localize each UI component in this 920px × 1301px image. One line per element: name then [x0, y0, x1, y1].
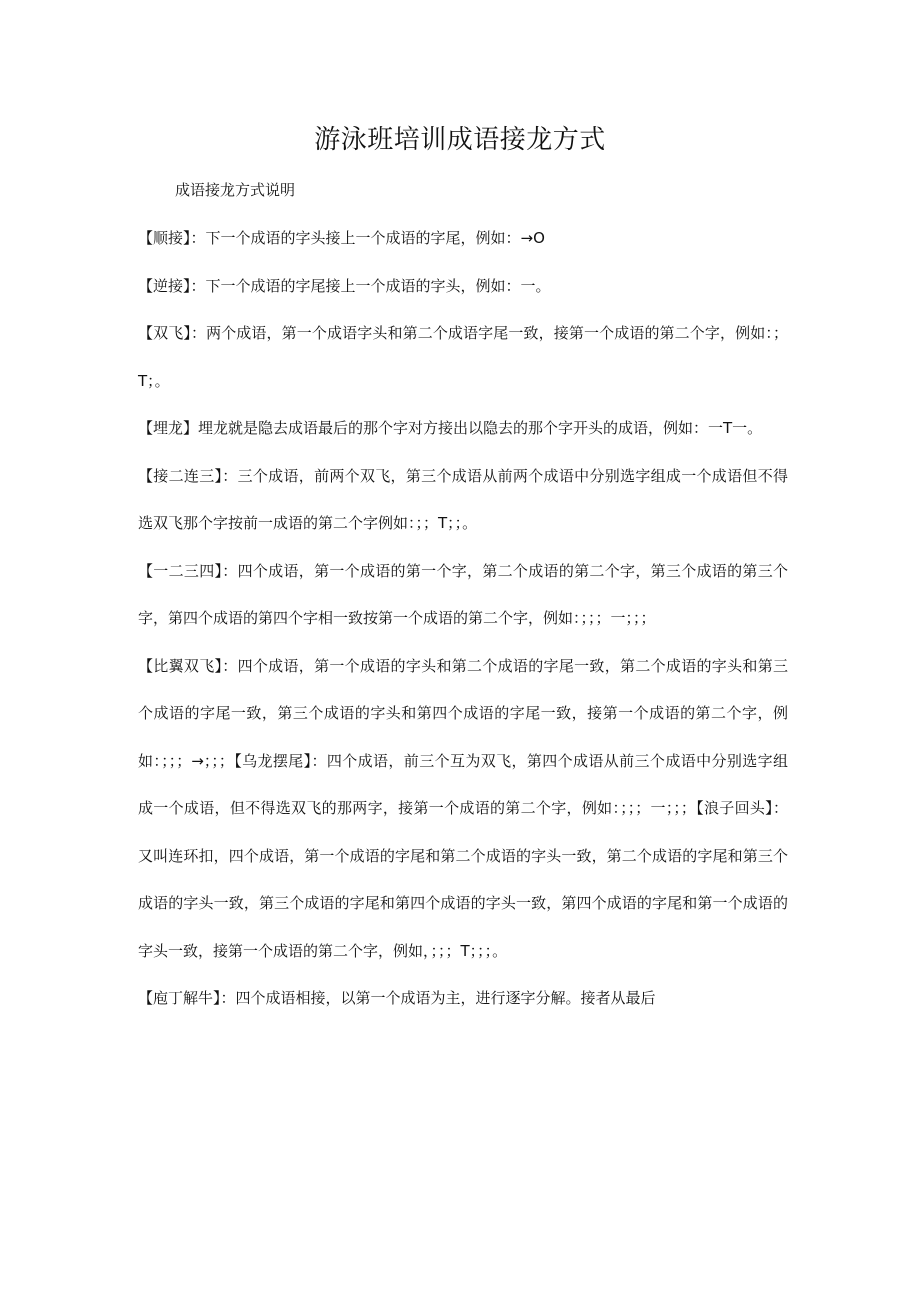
paragraph-shuangfei: 【双飞】：两个成语，第一个成语字头和第二个成语字尾一致，接第一个成语的第二个字，例如：；T；。	[138, 324, 788, 390]
paragraph-yiersansi: 【一二三四】：四个成语，第一个成语的第一个字，第二个成语的第二个字，第三个成语的第三个字，第四个成语的第四个字相一致按第一个成语的第二个字，例如：；；；一；；；	[138, 561, 788, 627]
document-body	[138, 215, 788, 1023]
paragraph-biyishuangfei: 【比翼双飞】：四个成语，第一个成语的字头和第二个成语的字尾一致，第二个成语的字头和第三个成语的字尾一致，第三个成语的字头和第四个成语的字尾一致，接第一个成语的第二个字，例如：；；；→；；；【乌龙摆尾】：四个成语，前三个互为双飞，第四个成语从前三个成语中分别选字组成一个成语，但不得选双飞的那两字，接第一个成语的第二个字，例如：；；；一；；；【浪子回头】：又叫连环扣，四个成语，第一个成语的字尾和第二个成语的字头一致，第二个成语的字尾和第三个成语的字头一致，第三个成语的字尾和第四个成语的字头一致，第四个成语的字尾和第一个成语的字头一致，接第一个成语的第二个字，例如，；；；T；；；。	[138, 656, 788, 960]
document-title: 游泳班培训成语接龙方式	[314, 125, 606, 155]
paragraph-jieerliansan: 【接二连三】：三个成语，前两个双飞，第三个成语从前两个成语中分别选字组成一个成语但不得选双飞那个字按前一成语的第二个字例如：；；T；；。	[138, 466, 788, 532]
paragraph-paodingjieniu: 【庖丁解牛】：四个成语相接，以第一个成语为主，进行逐字分解。接者从最后	[138, 989, 656, 1007]
paragraph-shunjie: 【顺接】：下一个成语的字头接上一个成语的字尾，例如：→O	[138, 229, 545, 247]
document-subtitle: 成语接龙方式说明	[175, 181, 296, 199]
paragraph-nijie: 【逆接】：下一个成语的字尾接上一个成语的字头，例如：一。	[138, 276, 551, 295]
paragraph-mailong: 【埋龙】埋龙就是隐去成语最后的那个字对方接出以隐去的那个字开头的成语，例如：一T一。	[138, 419, 763, 437]
